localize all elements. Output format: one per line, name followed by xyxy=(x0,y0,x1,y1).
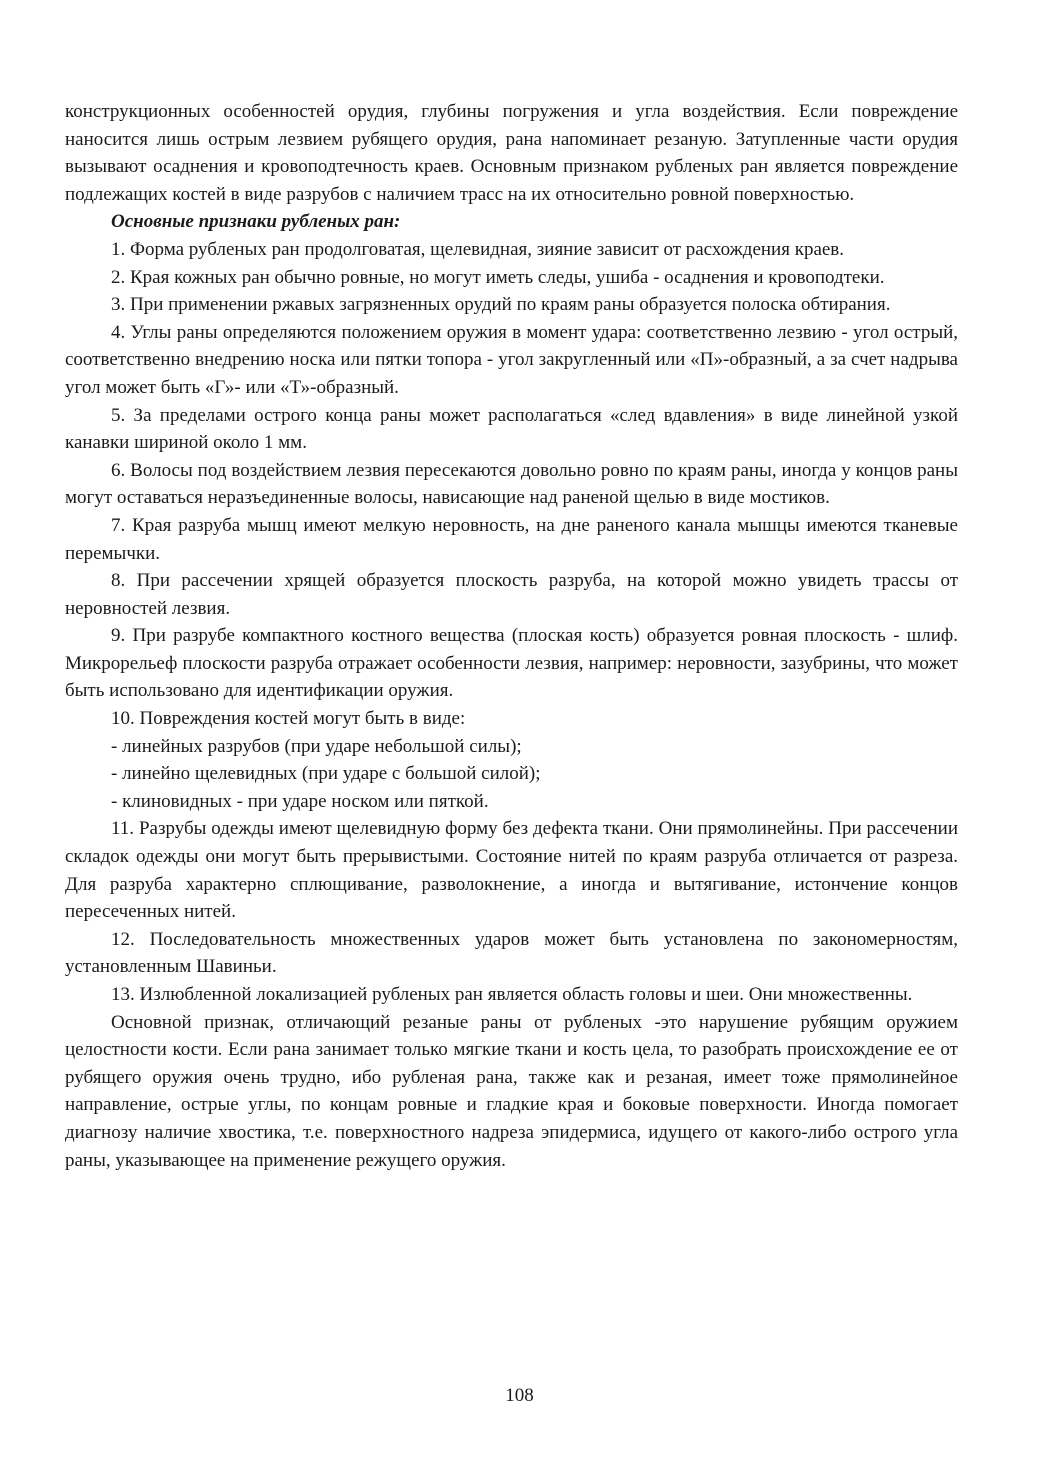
list-item: 11. Разрубы одежды имеют щелевидную форму без дефекта ткани. Они прямолинейны. При рассечении складок одежды они могут быть прерывистыми. Состояние нитей по краям разруба отличается от разреза. Для разруба характерно сплющивание, разволокнение, а иногда и вытягивание, истончение концов пересеченных нитей. xyxy=(65,818,958,923)
list-item: 9. При разрубе компактного костного вещества (плоская кость) образуется ровная плоскость - шлиф. Микрорельеф плоскости разруба отражает особенности лезвия, например: неровности, зазубрины, что может быть использовано для идентификации оружия. xyxy=(65,625,958,702)
list-item: 8. При рассечении хрящей образуется плоскость разруба, на которой можно увидеть трассы от неровностей лезвия. xyxy=(65,570,958,619)
bone-damage-item: - линейных разрубов (при ударе небольшой силы); xyxy=(111,735,522,757)
page-number: 108 xyxy=(505,1385,534,1406)
document-body xyxy=(65,98,958,1174)
list-item: 5. За пределами острого конца раны может располагаться «след вдавления» в виде линейной узкой канавки шириной около 1 мм. xyxy=(65,404,958,454)
conclusion-paragraph: Основной признак, отличающий резаные раны от рубленых -это нарушение рубящим оружием целостности кости. Если рана занимает только мягкие ткани и кость цела, то разобрать происхождение ее от рубящего оружия очень трудно, ибо рубленая рана, также как и резаная, имеет тоже прямолинейное направление, острые углы, по концам ровные и гладкие края и боковые поверхности. Иногда помогает диагнозу наличие хвостика, т.е. поверхностного надреза эпидермиса, идущего от какого-либо острого угла раны, указывающее на применение режущего оружия. xyxy=(65,1011,958,1171)
bone-damage-item: - линейно щелевидных (при ударе с большой силой); xyxy=(111,763,541,785)
list-item: 4. Углы раны определяются положением оружия в момент удара: соответственно лезвию - угол острый, соответственно внедрению носка или пятки топора - угол закругленный или «П»-образный, а за счет надрыва угол может быть «Г»- или «Т»-образный. xyxy=(65,321,958,398)
list-item: 6. Волосы под воздействием лезвия пересекаются довольно ровно по краям раны, иногда у концов раны могут оставаться неразъединенные волосы, нависающие над раненой щелью в виде мостиков. xyxy=(65,459,958,509)
list-item: 1. Форма рубленых ран продолговатая, щелевидная, зияние зависит от расхождения краев. xyxy=(111,238,845,260)
list-item: 13. Излюбленной локализацией рубленых ран является область головы и шеи. Они множественны. xyxy=(111,984,913,1005)
list-item: 12. Последовательность множественных ударов может быть установлена по закономерностям, установленным Шавиньи. xyxy=(65,928,958,978)
bone-damage-item: - клиновидных - при ударе носком или пяткой. xyxy=(111,790,489,812)
section-heading: Основные признаки рубленых ран: xyxy=(111,211,401,233)
intro-paragraph: конструкционных особенностей орудия, глубины погружения и угла воздействия. Если повреждение наносится лишь острым лезвием рубящего орудия, рана напоминает резаную. Затупленные части орудия вызывают осаднения и кровоподтечность краев. Основным признаком рубленых ран является повреждение подлежащих костей в виде разрубов с наличием трасс на их относительно ровной поверхностью. xyxy=(65,101,958,205)
list-item: 7. Края разруба мышц имеют мелкую неровность, на дне раненого канала мышцы имеются тканевые перемычки. xyxy=(65,514,958,564)
list-item: 2. Края кожных ран обычно ровные, но могут иметь следы, ушиба - осаднения и кровоподтеки. xyxy=(111,266,885,288)
list-item: 3. При применении ржавых загрязненных орудий по краям раны образуется полоска обтирания. xyxy=(111,294,891,316)
list-item: 10. Повреждения костей могут быть в виде: xyxy=(111,708,466,730)
